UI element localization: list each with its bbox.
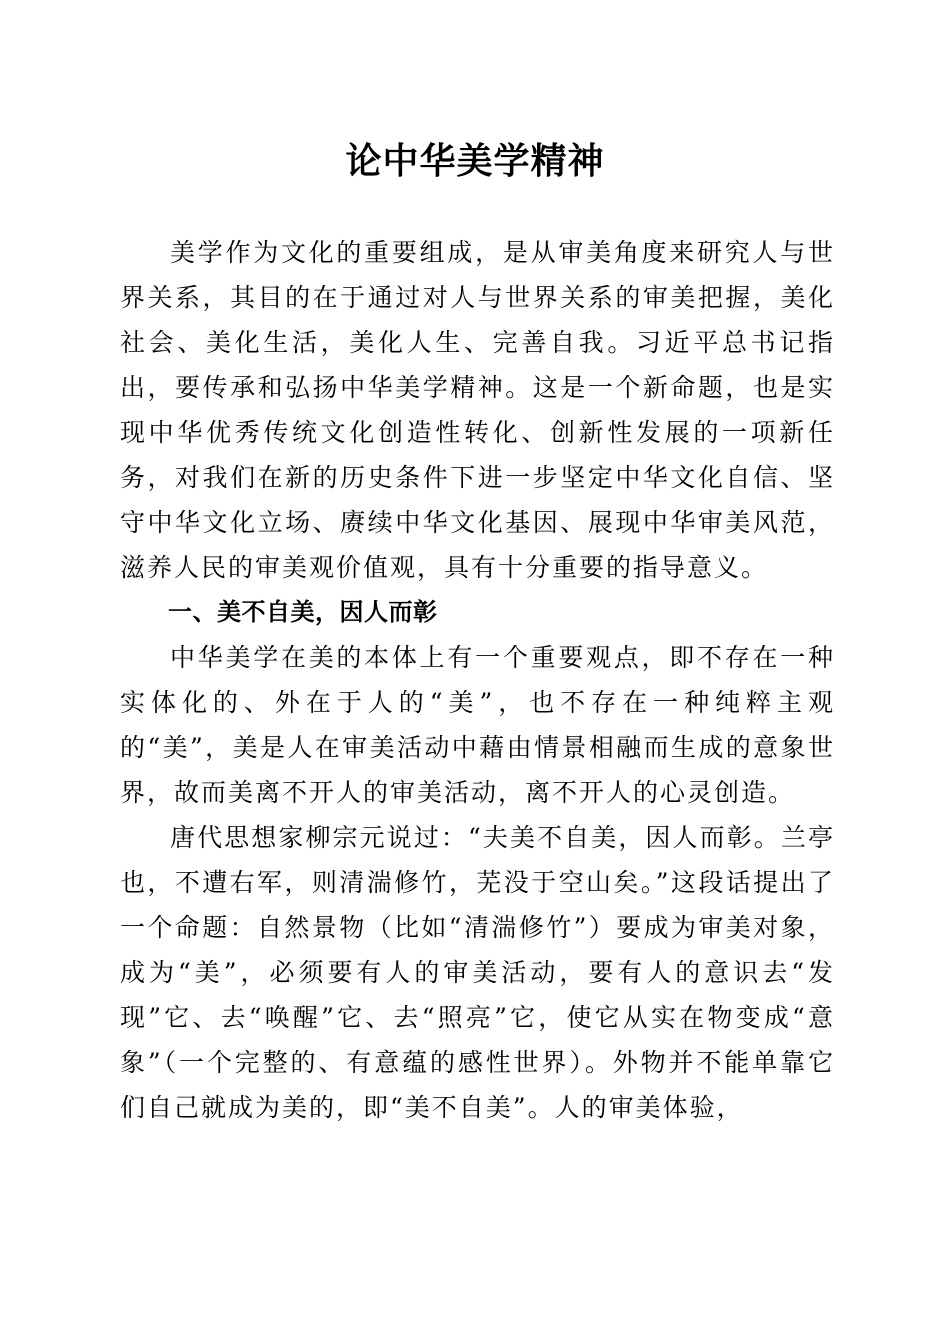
section-heading: 一、美不自美，因人而彰 bbox=[168, 598, 438, 626]
document-body bbox=[120, 230, 835, 1130]
section-paragraph: 唐代思想家柳宗元说过：“夫美不自美，因人而彰。兰亭也，不遭右军，则清湍修竹，芜没于空山矣。”这段话提出了一个命题：自然景物（比如“清湍修竹”）要成为审美对象，成为“美”，必须要有人的审美活动，要有人的意识去“发现”它、去“唤醒”它、去“照亮”它，使它从实在物变成“意象”（一个完整的、有意蕴的感性世界）。外物并不能单靠它们自己就成为美的，即“美不自美”。人的审美体验， bbox=[120, 823, 835, 1122]
intro-paragraph: 美学作为文化的重要组成，是从审美角度来研究人与世界关系，其目的在于通过对人与世界关系的审美把握，美化社会、美化生活，美化人生、完善自我。习近平总书记指出，要传承和弘扬中华美学精神。这是一个新命题，也是实现中华优秀传统文化创造性转化、创新性发展的一项新任务，对我们在新的历史条件下进一步坚定中华文化自信、坚守中华文化立场、赓续中华文化基因、展现中华审美风范，滋养人民的审美观价值观，具有十分重要的指导意义。 bbox=[120, 238, 835, 582]
document-title: 论中华美学精神 bbox=[345, 140, 605, 182]
section-paragraph: 中华美学在美的本体上有一个重要观点，即不存在一种实体化的、外在于人的“美”，也不存在一种纯粹主观的“美”，美是人在审美活动中藉由情景相融而生成的意象世界，故而美离不开人的审美活动，离不开人的心灵创造。 bbox=[120, 643, 835, 807]
